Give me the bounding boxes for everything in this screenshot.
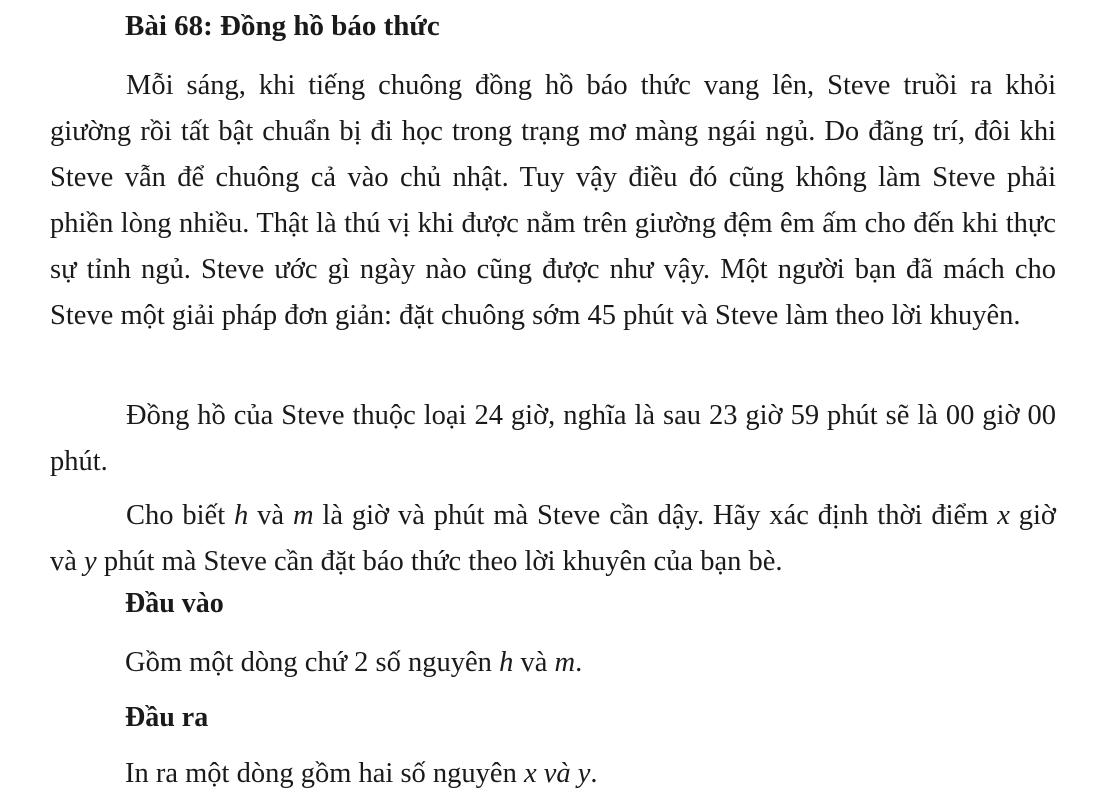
input-text: . — [575, 647, 583, 678]
task-text: là giờ và phút mà Steve cần dậy. Hãy xác định thời điểm — [313, 500, 998, 531]
story-paragraph: Mỗi sáng, khi tiếng chuông đồng hồ báo thức vang lên, Steve truồi ra khỏi giường rồi tất bật chuẩn bị đi học trong trạng mơ màng ngái ngủ. Do đãng trí, đôi khi Steve vẫn để chuông cả vào chủ nhật. Tuy vậy điều đó cũng không làm Steve phải phiền lòng nhiều. Thật là thú vị khi được nằm trên giường đệm êm ấm cho đến khi thực sự tỉnh ngủ. Steve ước gì ngày nào cũng được như vậy. Một người bạn đã mách cho Steve một giải pháp đơn giản: đặt chuông sớm 45 phút và Steve làm theo lời khuyên. — [50, 70, 1056, 331]
output-description — [125, 758, 598, 790]
task-text: giờ và — [50, 500, 1056, 577]
task-text: Cho biết — [126, 500, 235, 531]
input-heading: Đầu vào — [125, 588, 224, 619]
input-text: Gồm một dòng chứ 2 số nguyên — [125, 647, 500, 678]
variable-y: y — [84, 546, 97, 577]
problem-title: Bài 68: Đồng hồ báo thức — [125, 10, 440, 42]
task-text: phút mà Steve cần đặt báo thức theo lời khuyên của bạn bè. — [96, 546, 783, 577]
variable-x: x — [997, 500, 1010, 531]
task-paragraph — [50, 493, 1056, 585]
input-text: và — [513, 647, 555, 678]
variable-m: m — [554, 647, 576, 678]
output-text: In ra một dòng gồm hai số nguyên — [125, 758, 524, 789]
variable-h: h — [234, 500, 249, 531]
input-description — [125, 647, 582, 679]
variables-x-y: x và y — [523, 758, 591, 789]
output-heading: Đầu ra — [125, 702, 209, 733]
clock-paragraph: Đồng hồ của Steve thuộc loại 24 giờ, nghĩa là sau 23 giờ 59 phút sẽ là 00 giờ 00 phút. — [50, 400, 1056, 477]
variable-m: m — [292, 500, 314, 531]
variable-h: h — [499, 647, 514, 678]
output-text: . — [590, 758, 598, 789]
task-text: và — [248, 500, 293, 531]
